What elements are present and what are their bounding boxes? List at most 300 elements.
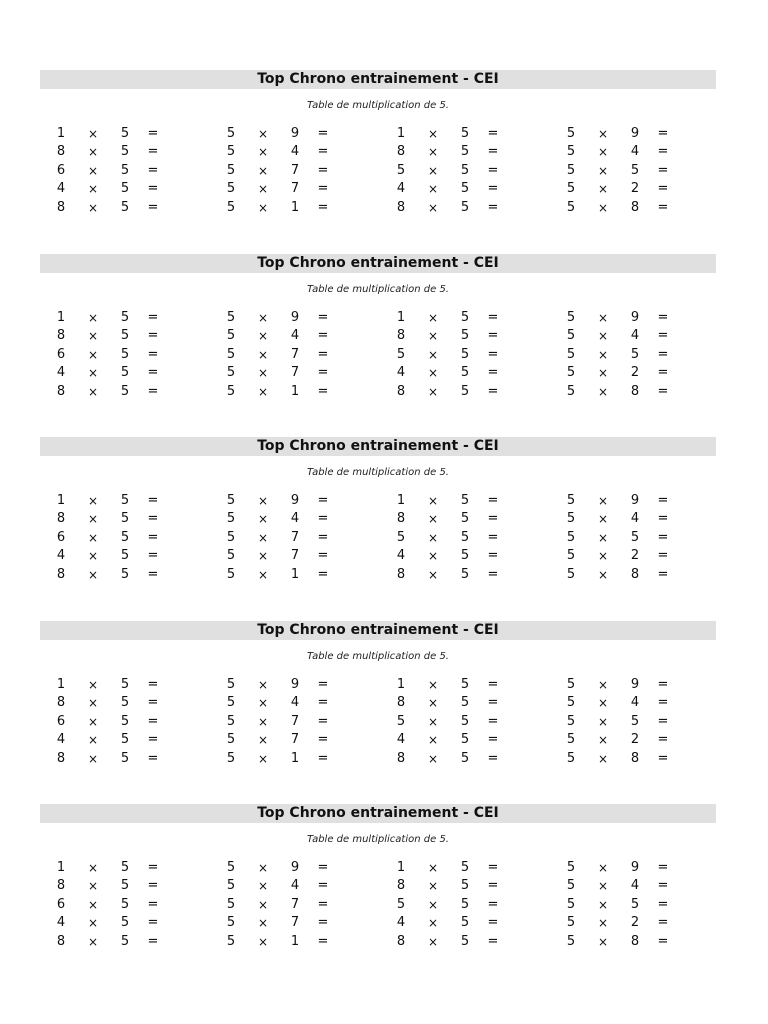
factor-right: 5: [460, 878, 470, 894]
multiplication-problem: [550, 199, 690, 217]
equals-sign: =: [487, 511, 499, 527]
multiply-sign: ×: [87, 494, 99, 508]
factor-right: 5: [460, 328, 470, 344]
equals-sign: =: [147, 493, 159, 508]
multiplication-problem: [550, 327, 690, 345]
multiplication-problem: [550, 566, 690, 584]
equals-sign: =: [487, 181, 499, 197]
factor-right: 5: [120, 126, 130, 141]
factor-right: 9: [290, 310, 300, 325]
multiply-sign: ×: [87, 200, 99, 215]
factor-left: 1: [396, 860, 406, 875]
multiply-sign: ×: [427, 678, 439, 692]
multiplication-problem: [210, 383, 350, 401]
problem-column: [380, 859, 520, 951]
multiplication-problem: [380, 529, 520, 547]
equals-sign: =: [487, 566, 499, 582]
multiply-sign: ×: [87, 127, 99, 141]
multiplication-problem: [550, 547, 690, 565]
factor-right: 4: [290, 144, 300, 160]
factor-left: 5: [566, 933, 576, 949]
equals-sign: =: [317, 365, 329, 381]
factor-right: 7: [290, 365, 300, 381]
multiplication-problem: [210, 346, 350, 364]
factor-right: 5: [460, 144, 470, 160]
block-title: Top Chrono entrainement - CEI: [40, 621, 716, 640]
multiplication-problem: [210, 162, 350, 180]
factor-left: 5: [226, 383, 236, 399]
multiply-sign: ×: [257, 696, 269, 711]
equals-sign: =: [487, 732, 499, 748]
factor-left: 5: [226, 860, 236, 875]
factor-right: 5: [460, 548, 470, 564]
multiplication-problem: [210, 547, 350, 565]
multiplication-problem: [40, 547, 180, 565]
multiplication-problem: [380, 492, 520, 510]
factor-right: 5: [120, 860, 130, 875]
factor-left: 8: [56, 750, 66, 766]
factor-right: 5: [460, 933, 470, 949]
multiply-sign: ×: [597, 366, 609, 381]
factor-right: 7: [290, 732, 300, 748]
multiplication-problem: [210, 364, 350, 382]
equals-sign: =: [487, 144, 499, 160]
equals-sign: =: [657, 383, 669, 399]
problem-column: [380, 492, 520, 584]
factor-left: 5: [566, 713, 576, 729]
multiply-sign: ×: [427, 311, 439, 325]
multiplication-problem: [210, 676, 350, 694]
equals-sign: =: [147, 126, 159, 141]
factor-right: 9: [290, 860, 300, 875]
multiply-sign: ×: [597, 494, 609, 508]
equals-sign: =: [487, 548, 499, 564]
factor-right: 7: [290, 346, 300, 362]
multiply-sign: ×: [257, 494, 269, 508]
multiplication-problem: [550, 492, 690, 510]
factor-left: 5: [566, 383, 576, 399]
factor-left: 1: [396, 677, 406, 692]
multiplication-problem: [210, 143, 350, 161]
factor-right: 5: [460, 493, 470, 508]
equals-sign: =: [657, 144, 669, 160]
factor-left: 5: [226, 878, 236, 894]
multiply-sign: ×: [87, 916, 99, 931]
factor-left: 5: [566, 126, 576, 141]
factor-right: 2: [630, 365, 640, 381]
equals-sign: =: [147, 896, 159, 912]
factor-right: 1: [290, 750, 300, 766]
multiplication-problem: [380, 914, 520, 932]
multiplication-problem: [40, 694, 180, 712]
equals-sign: =: [487, 365, 499, 381]
equals-sign: =: [317, 750, 329, 766]
multiplication-problem: [40, 933, 180, 951]
multiplication-problem: [40, 364, 180, 382]
factor-right: 1: [290, 566, 300, 582]
factor-right: 9: [630, 677, 640, 692]
factor-left: 5: [226, 695, 236, 711]
factor-right: 9: [630, 126, 640, 141]
factor-left: 1: [396, 126, 406, 141]
factor-left: 5: [226, 933, 236, 949]
equals-sign: =: [317, 677, 329, 692]
equals-sign: =: [487, 310, 499, 325]
multiply-sign: ×: [87, 549, 99, 564]
multiplication-problem: [380, 859, 520, 877]
multiply-sign: ×: [597, 512, 609, 527]
factor-left: 5: [226, 713, 236, 729]
factor-left: 1: [56, 126, 66, 141]
factor-left: 8: [396, 878, 406, 894]
multiply-sign: ×: [257, 366, 269, 381]
equals-sign: =: [657, 511, 669, 527]
multiplication-problem: [210, 750, 350, 768]
equals-sign: =: [147, 181, 159, 197]
factor-right: 4: [290, 878, 300, 894]
block-title: Top Chrono entrainement - CEI: [40, 70, 716, 89]
factor-left: 5: [226, 566, 236, 582]
multiply-sign: ×: [87, 366, 99, 381]
multiplication-problem: [380, 327, 520, 345]
multiply-sign: ×: [257, 530, 269, 545]
multiplication-problem: [40, 731, 180, 749]
multiplication-problem: [210, 859, 350, 877]
multiply-sign: ×: [427, 494, 439, 508]
multiplication-problem: [380, 676, 520, 694]
factor-right: 7: [290, 162, 300, 178]
equals-sign: =: [487, 493, 499, 508]
multiply-sign: ×: [597, 714, 609, 729]
multiply-sign: ×: [257, 311, 269, 325]
multiplication-problem: [380, 933, 520, 951]
multiplication-problem: [380, 346, 520, 364]
factor-right: 5: [120, 566, 130, 582]
factor-left: 8: [396, 199, 406, 215]
factor-right: 5: [120, 695, 130, 711]
multiply-sign: ×: [257, 127, 269, 141]
multiplication-problem: [210, 510, 350, 528]
multiplication-problem: [40, 713, 180, 731]
factor-left: 8: [396, 695, 406, 711]
equals-sign: =: [317, 328, 329, 344]
multiply-sign: ×: [257, 934, 269, 949]
factor-left: 8: [56, 878, 66, 894]
equals-sign: =: [657, 732, 669, 748]
multiply-sign: ×: [597, 696, 609, 711]
multiply-sign: ×: [597, 567, 609, 582]
multiplication-problem: [550, 933, 690, 951]
equals-sign: =: [657, 199, 669, 215]
multiply-sign: ×: [257, 678, 269, 692]
factor-right: 1: [290, 199, 300, 215]
factor-left: 5: [566, 915, 576, 931]
equals-sign: =: [147, 695, 159, 711]
multiply-sign: ×: [597, 145, 609, 160]
factor-left: 5: [566, 328, 576, 344]
multiplication-problem: [550, 896, 690, 914]
factor-left: 5: [226, 328, 236, 344]
factor-right: 5: [460, 162, 470, 178]
equals-sign: =: [657, 695, 669, 711]
multiplication-problem: [380, 713, 520, 731]
multiplication-problem: [210, 896, 350, 914]
multiplication-problem: [40, 180, 180, 198]
exercise-block: [40, 621, 716, 771]
factor-left: 4: [56, 181, 66, 197]
factor-left: 8: [56, 695, 66, 711]
block-subtitle: Table de multiplication de 5.: [307, 651, 449, 662]
multiply-sign: ×: [597, 934, 609, 949]
factor-left: 1: [396, 493, 406, 508]
factor-left: 4: [56, 548, 66, 564]
equals-sign: =: [317, 346, 329, 362]
factor-left: 5: [566, 878, 576, 894]
problem-column: [550, 125, 690, 217]
multiplication-problem: [40, 877, 180, 895]
equals-sign: =: [657, 860, 669, 875]
factor-left: 5: [396, 346, 406, 362]
equals-sign: =: [487, 677, 499, 692]
equals-sign: =: [657, 181, 669, 197]
multiplication-problem: [550, 676, 690, 694]
factor-right: 5: [460, 750, 470, 766]
factor-right: 5: [460, 860, 470, 875]
multiply-sign: ×: [87, 678, 99, 692]
factor-left: 8: [56, 144, 66, 160]
equals-sign: =: [487, 713, 499, 729]
multiply-sign: ×: [87, 182, 99, 197]
equals-sign: =: [487, 695, 499, 711]
factor-left: 5: [566, 896, 576, 912]
factor-right: 7: [290, 529, 300, 545]
multiply-sign: ×: [257, 512, 269, 527]
multiply-sign: ×: [257, 200, 269, 215]
factor-right: 8: [630, 750, 640, 766]
multiply-sign: ×: [427, 347, 439, 362]
factor-left: 8: [56, 199, 66, 215]
multiplication-problem: [210, 731, 350, 749]
multiplication-problem: [550, 713, 690, 731]
multiplication-problem: [210, 327, 350, 345]
multiplication-problem: [550, 750, 690, 768]
equals-sign: =: [147, 144, 159, 160]
equals-sign: =: [147, 365, 159, 381]
equals-sign: =: [317, 493, 329, 508]
equals-sign: =: [657, 933, 669, 949]
factor-left: 5: [566, 346, 576, 362]
factor-right: 4: [630, 144, 640, 160]
multiply-sign: ×: [427, 200, 439, 215]
factor-left: 5: [226, 677, 236, 692]
factor-left: 1: [56, 310, 66, 325]
multiply-sign: ×: [427, 916, 439, 931]
equals-sign: =: [317, 511, 329, 527]
multiplication-problem: [550, 877, 690, 895]
equals-sign: =: [147, 511, 159, 527]
multiplication-problem: [210, 309, 350, 327]
multiplication-problem: [380, 143, 520, 161]
multiply-sign: ×: [87, 145, 99, 160]
factor-left: 5: [226, 511, 236, 527]
factor-right: 9: [290, 677, 300, 692]
equals-sign: =: [657, 126, 669, 141]
factor-left: 5: [226, 346, 236, 362]
multiply-sign: ×: [597, 861, 609, 875]
factor-left: 4: [56, 732, 66, 748]
multiply-sign: ×: [257, 347, 269, 362]
multiplication-problem: [210, 933, 350, 951]
problem-column: [210, 859, 350, 951]
factor-left: 5: [396, 713, 406, 729]
factor-left: 5: [566, 732, 576, 748]
multiply-sign: ×: [427, 751, 439, 766]
multiplication-problem: [380, 199, 520, 217]
multiply-sign: ×: [87, 861, 99, 875]
multiply-sign: ×: [427, 182, 439, 197]
multiplication-problem: [380, 566, 520, 584]
factor-right: 5: [460, 365, 470, 381]
multiplication-problem: [380, 510, 520, 528]
equals-sign: =: [317, 383, 329, 399]
factor-left: 5: [226, 181, 236, 197]
block-title: Top Chrono entrainement - CEI: [40, 254, 716, 273]
multiplication-problem: [550, 383, 690, 401]
equals-sign: =: [147, 548, 159, 564]
factor-right: 2: [630, 732, 640, 748]
multiply-sign: ×: [87, 384, 99, 399]
factor-right: 5: [120, 915, 130, 931]
factor-left: 4: [56, 365, 66, 381]
problem-column: [550, 492, 690, 584]
equals-sign: =: [657, 365, 669, 381]
factor-left: 1: [56, 493, 66, 508]
factor-left: 4: [396, 181, 406, 197]
factor-right: 5: [120, 732, 130, 748]
problem-column: [380, 676, 520, 768]
equals-sign: =: [317, 144, 329, 160]
multiply-sign: ×: [427, 879, 439, 894]
problem-column: [380, 309, 520, 401]
equals-sign: =: [147, 860, 159, 875]
multiply-sign: ×: [257, 861, 269, 875]
problem-column: [210, 676, 350, 768]
factor-right: 4: [290, 695, 300, 711]
factor-right: 5: [630, 529, 640, 545]
multiplication-problem: [550, 346, 690, 364]
multiplication-problem: [550, 510, 690, 528]
factor-right: 5: [120, 933, 130, 949]
multiply-sign: ×: [257, 897, 269, 912]
factor-right: 5: [120, 199, 130, 215]
multiply-sign: ×: [87, 567, 99, 582]
equals-sign: =: [317, 310, 329, 325]
factor-right: 5: [460, 181, 470, 197]
factor-left: 8: [56, 933, 66, 949]
factor-right: 2: [630, 548, 640, 564]
factor-left: 8: [396, 566, 406, 582]
factor-left: 5: [566, 199, 576, 215]
multiply-sign: ×: [597, 200, 609, 215]
factor-left: 5: [396, 529, 406, 545]
multiplication-problem: [40, 492, 180, 510]
factor-left: 5: [226, 493, 236, 508]
problem-column: [550, 309, 690, 401]
factor-right: 4: [630, 878, 640, 894]
problem-column: [40, 676, 180, 768]
multiply-sign: ×: [597, 530, 609, 545]
factor-right: 9: [290, 493, 300, 508]
multiply-sign: ×: [427, 145, 439, 160]
equals-sign: =: [147, 383, 159, 399]
factor-left: 5: [566, 365, 576, 381]
equals-sign: =: [317, 896, 329, 912]
factor-left: 4: [396, 365, 406, 381]
multiply-sign: ×: [87, 163, 99, 178]
factor-right: 5: [120, 493, 130, 508]
equals-sign: =: [147, 915, 159, 931]
equals-sign: =: [317, 915, 329, 931]
equals-sign: =: [147, 750, 159, 766]
equals-sign: =: [317, 860, 329, 875]
factor-right: 5: [120, 328, 130, 344]
factor-left: 5: [566, 181, 576, 197]
multiplication-problem: [210, 694, 350, 712]
factor-left: 5: [566, 144, 576, 160]
equals-sign: =: [317, 933, 329, 949]
block-subtitle: Table de multiplication de 5.: [307, 467, 449, 478]
multiply-sign: ×: [257, 329, 269, 344]
equals-sign: =: [147, 566, 159, 582]
factor-left: 5: [396, 162, 406, 178]
equals-sign: =: [487, 162, 499, 178]
multiplication-problem: [550, 162, 690, 180]
factor-left: 5: [566, 548, 576, 564]
factor-right: 5: [460, 732, 470, 748]
factor-right: 4: [290, 328, 300, 344]
factor-right: 8: [630, 383, 640, 399]
factor-right: 5: [630, 162, 640, 178]
multiply-sign: ×: [597, 897, 609, 912]
equals-sign: =: [147, 732, 159, 748]
multiply-sign: ×: [427, 567, 439, 582]
problem-column: [210, 309, 350, 401]
factor-left: 5: [396, 896, 406, 912]
multiply-sign: ×: [87, 347, 99, 362]
multiply-sign: ×: [427, 733, 439, 748]
multiplication-problem: [40, 327, 180, 345]
multiplication-problem: [40, 914, 180, 932]
multiplication-problem: [40, 676, 180, 694]
multiplication-problem: [380, 309, 520, 327]
equals-sign: =: [317, 181, 329, 197]
equals-sign: =: [147, 713, 159, 729]
factor-left: 8: [56, 328, 66, 344]
factor-right: 5: [120, 896, 130, 912]
equals-sign: =: [147, 310, 159, 325]
equals-sign: =: [657, 566, 669, 582]
factor-right: 5: [120, 162, 130, 178]
factor-right: 5: [120, 750, 130, 766]
equals-sign: =: [317, 566, 329, 582]
multiply-sign: ×: [427, 549, 439, 564]
factor-left: 5: [566, 511, 576, 527]
multiply-sign: ×: [427, 934, 439, 949]
factor-left: 8: [56, 566, 66, 582]
multiplication-problem: [380, 750, 520, 768]
multiplication-problem: [550, 180, 690, 198]
multiply-sign: ×: [597, 127, 609, 141]
